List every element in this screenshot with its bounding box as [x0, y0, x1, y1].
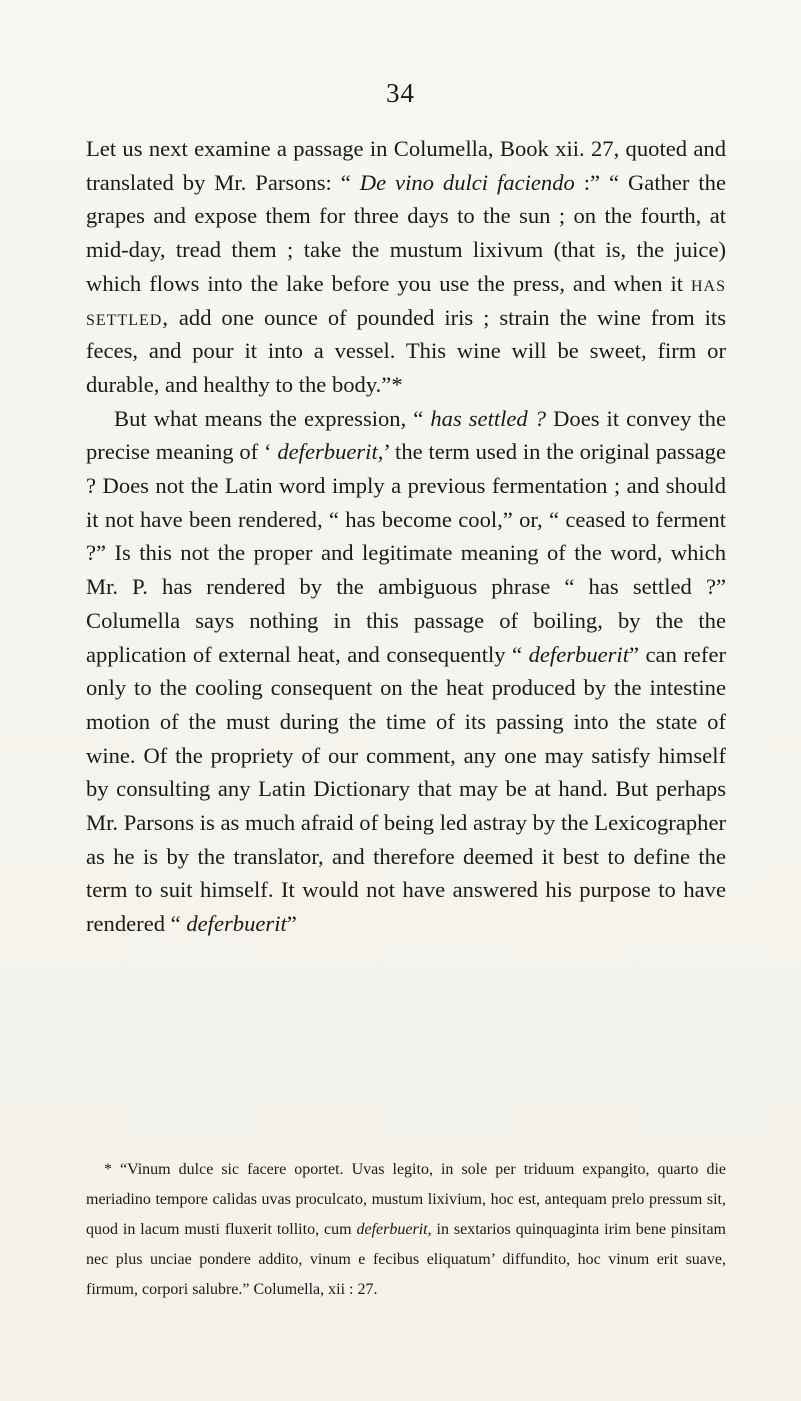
text-run: add one ounce of pounded iris ; strain the wine from its feces, and pour it into a vessel. This wine will be sweet, firm or durable, and healthy to the body.”* [86, 304, 726, 397]
page-number: 34 [386, 78, 415, 108]
text-run: Let us next examine a passage in Columella, Book xii. 27, quoted and translated by Mr. Parsons: “ [86, 136, 726, 195]
text-run: * “Vinum dulce sic facere oportet. Uvas legito, in sole per triduum expangito, quarto die meriadino tempore calidas uvas proculcato, mustum lixivium, hoc est, antequam prelo pressum sit, quod in lacum musti fluxerit tollito, cum [86, 1161, 726, 1238]
text-run: :” “ Gather the grapes and expose them for three days to the sun ; on the fourth, at mid-day, tread them ; take the mustum lixivum (that is, the juice) which flows into the lake before you use the press, and when it [86, 169, 726, 296]
text-run: ” can refer only to the cooling consequent on the heat produced by the intestine motion of the must during the time of its passing into the state of wine. Of the propriety of our comment, any one may satisfy himself by consulting any Latin Dictionary that may be at hand. But perhaps Mr. Parsons is as much afraid of being led astray by the Lexicographer as he is by the translator, and therefore deemed it best to define the term to suit himself. It would not have answered his purpose to have rendered “ [86, 641, 727, 937]
paragraph [86, 402, 726, 941]
footnote [86, 1155, 726, 1305]
body-text [86, 132, 726, 941]
paragraph [86, 132, 726, 402]
text-run: in sextarios quinquaginta irim bene pinsitam nec plus unciae pondere addito, vinum e fecibus eliquatum’ diffundito, hoc vinum erit suave, firmum, corpori salubre.” Columella, xii : 27. [86, 1221, 726, 1298]
italic-text: deferbuerit [528, 641, 629, 667]
text-run: ’ the term used in the original passage ? Does not the Latin word imply a previous fermentation ; and should it not have been rendered, “ has become cool,” or, “ ceased to ferment ?” Is this not the proper and legitimate meaning of the word, which Mr. P. has rendered by the ambiguous phrase “ has settled ?” Columella says nothing in this passage of boiling, by the the application of external heat, and consequently “ [86, 439, 726, 667]
italic-text: deferbuerit, [277, 439, 384, 465]
text-run: ” [286, 911, 297, 937]
italic-text: deferbuerit [186, 911, 287, 937]
text-run: But what means the expression, “ [114, 405, 431, 431]
italic-text: has settled ? [430, 405, 547, 431]
text-run: Does it convey the precise meaning of ‘ [86, 405, 726, 465]
small-caps-text: has settled, [86, 270, 726, 330]
italic-text: deferbuerit, [356, 1221, 432, 1238]
italic-text: De vino dulci faciendo [359, 169, 575, 195]
